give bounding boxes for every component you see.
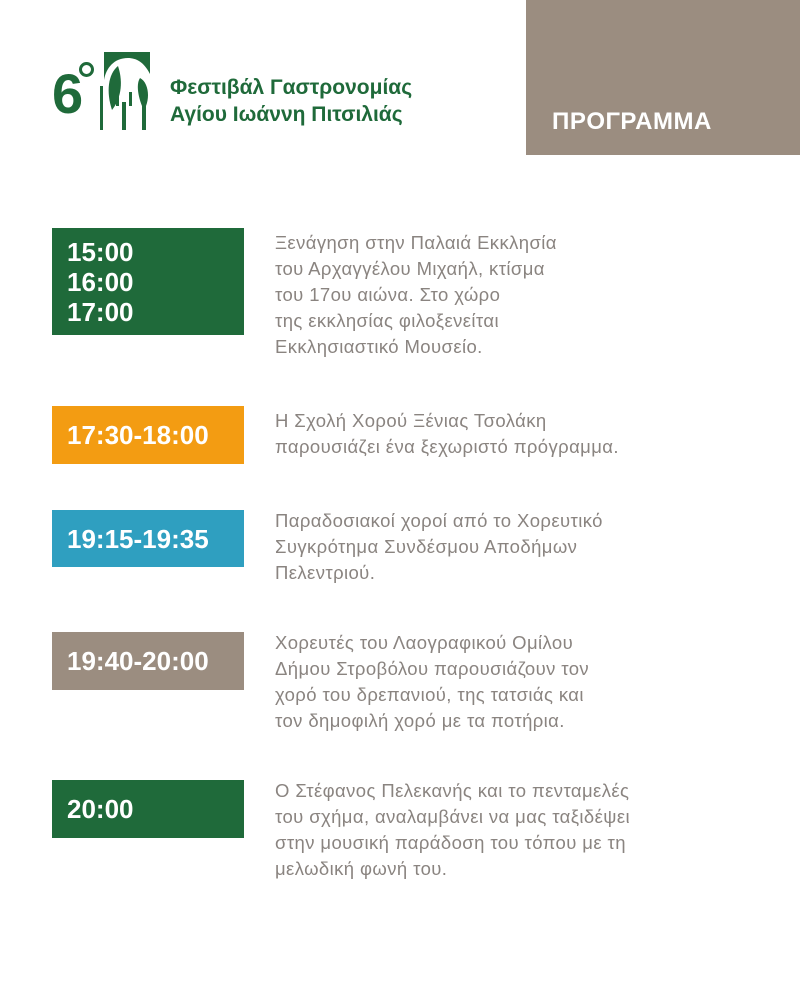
program-header-box — [526, 0, 800, 155]
program-title: ΠΡΟΓΡΑΜΜΑ — [552, 108, 712, 135]
description-line: Η Σχολή Χορού Ξένιας Τσολάκη — [275, 410, 547, 431]
description-line: παρουσιάζει ένα ξεχωριστό πρόγραμμα. — [275, 436, 619, 457]
logo-title: Φεστιβάλ Γαστρονομίας — [170, 76, 413, 99]
description-line: του σχήμα, αναλαμβάνει να μας ταξιδέψει — [275, 806, 631, 827]
description-line: μελωδική φωνή του. — [275, 858, 448, 879]
event-description — [275, 230, 775, 360]
description-line: Δήμου Στροβόλου παρουσιάζουν τον — [275, 658, 590, 679]
festival-logo — [52, 48, 472, 138]
description-line: Χορευτές του Λαογραφικού Ομίλου — [275, 632, 574, 653]
description-line: Συγκρότημα Συνδέσμου Αποδήμων — [275, 536, 578, 557]
description-line: Εκκλησιαστικό Μουσείο. — [275, 336, 483, 357]
description-line: Ξενάγηση στην Παλαιά Εκκλησία — [275, 232, 557, 253]
logo-subtitle: Αγίου Ιωάννη Πιτσιλιάς — [170, 103, 403, 126]
time-label: 19:15-19:35 — [67, 523, 209, 554]
description-line: Παραδοσιακοί χοροί από το Χορευτικό — [275, 510, 603, 531]
time-label: 17:00 — [67, 296, 134, 327]
time-badge — [52, 228, 244, 335]
event-description — [275, 630, 775, 734]
time-label: 19:40-20:00 — [67, 646, 209, 676]
description-line: χορό του δρεπανιού, της τατσιάς και — [275, 684, 584, 705]
description-line: του Αρχαγγέλου Μιχαήλ, κτίσμα — [275, 258, 545, 279]
time-label: 15:00 — [67, 236, 134, 267]
description-line: της εκκλησίας φιλοξενείται — [275, 310, 499, 331]
event-description — [275, 778, 775, 882]
time-label: 16:00 — [67, 266, 134, 297]
fork-knife-leaf-icon — [96, 52, 156, 132]
time-badge — [52, 406, 244, 464]
description-line: Πελεντριού. — [275, 562, 376, 583]
event-description — [275, 408, 775, 460]
time-label: 17:30-18:00 — [67, 420, 209, 450]
description-line: Ο Στέφανος Πελεκανής και το πενταμελές — [275, 780, 630, 801]
description-line: τον δημοφιλή χορό με τα ποτήρια. — [275, 710, 565, 731]
time-badge — [52, 780, 244, 838]
time-badge — [52, 632, 244, 690]
event-description — [275, 508, 775, 586]
description-line: του 17ου αιώνα. Στο χώρο — [275, 284, 501, 305]
logo-degree-mark — [79, 62, 94, 77]
time-badge — [52, 510, 244, 567]
logo-number: 6 — [52, 62, 82, 125]
description-line: στην μουσική παράδοση του τόπου με τη — [275, 832, 626, 853]
time-label: 20:00 — [67, 794, 134, 824]
